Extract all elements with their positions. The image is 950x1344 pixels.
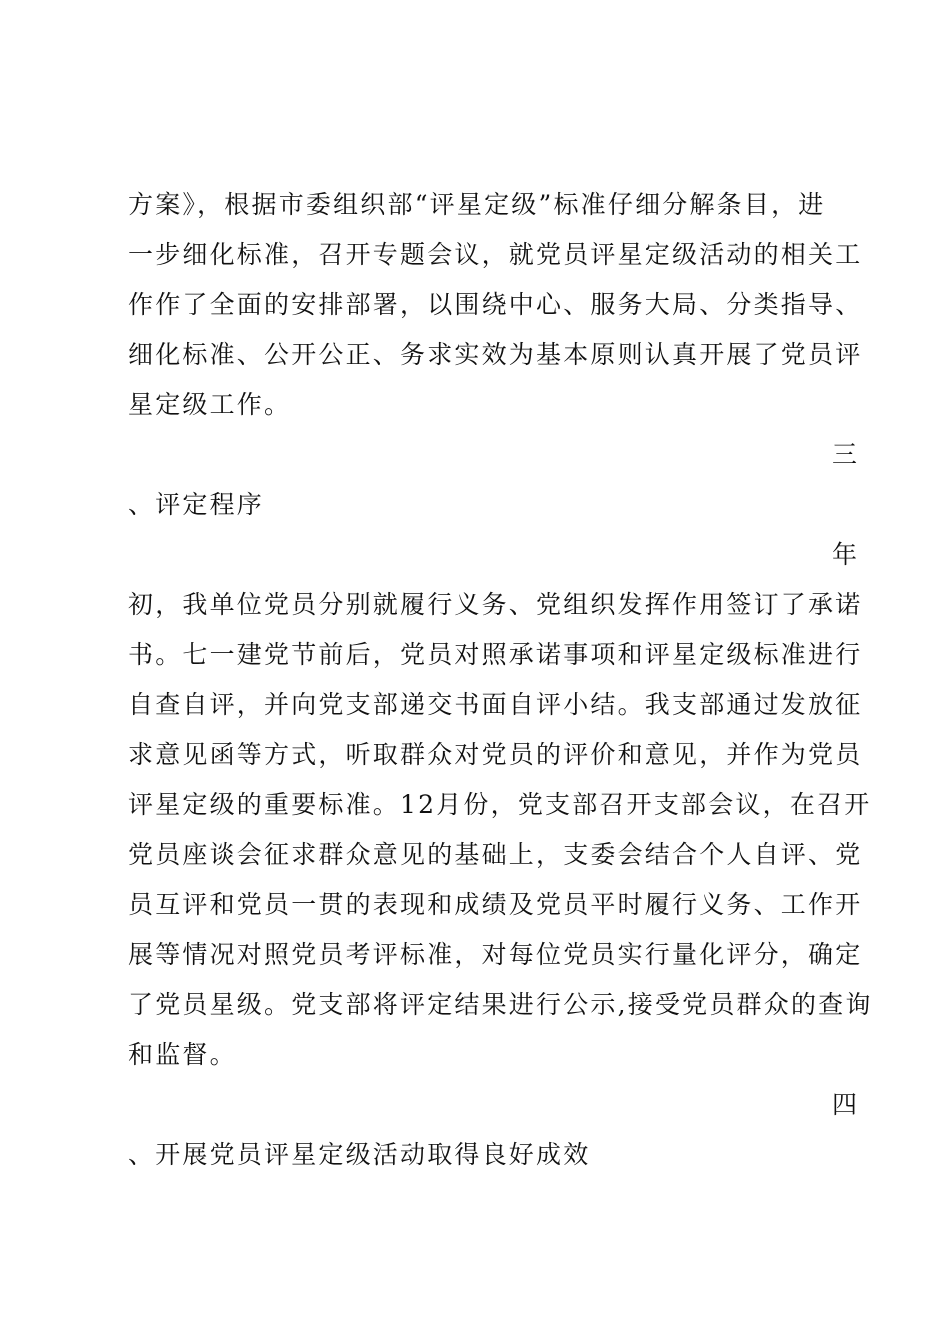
paragraph-2-line-4: 求意见函等方式，听取群众对党员的评价和意见，并作为党员 [128,740,863,769]
paragraph-1-line-2: 一步细化标准，召开专题会议，就党员评星定级活动的相关工 [128,240,863,269]
paragraph-2-line-3: 自查自评，并向党支部递交书面自评小结。我支部通过发放征 [128,690,863,719]
paragraph-2-line-8: 展等情况对照党员考评标准，对每位党员实行量化评分，确定 [128,940,863,969]
section-3-title: 、评定程序 [128,490,265,519]
paragraph-1-line-5: 星定级工作。 [128,390,292,419]
paragraph-2-line-1: 初，我单位党员分别就履行义务、党组织发挥作用签订了承诺 [128,590,863,619]
paragraph-1-line-4: 细化标准、公开公正、务求实效为基本原则认真开展了党员评 [128,340,863,369]
paragraph-2-line-6: 党员座谈会征求群众意见的基础上，支委会结合个人自评、党 [128,840,863,869]
section-3-year-char: 年 [832,540,858,569]
paragraph-2-line-9: 了党员星级。党支部将评定结果进行公示,接受党员群众的查询 [128,990,873,1019]
section-4-title: 、开展党员评星定级活动取得良好成效 [128,1140,591,1169]
paragraph-2-line-7: 员互评和党员一贯的表现和成绩及党员平时履行义务、工作开 [128,890,863,919]
section-3-number: 三 [832,440,858,469]
paragraph-2-line-2: 书。七一建党节前后，党员对照承诺事项和评星定级标准进行 [128,640,863,669]
section-4-number: 四 [832,1090,858,1119]
paragraph-1-line-3: 作作了全面的安排部署，以围绕中心、服务大局、分类指导、 [128,290,863,319]
paragraph-2-line-10: 和监督。 [128,1040,237,1069]
paragraph-1-line-1: 方案》，根据市委组织部“评星定级”标准仔细分解条目，进 [128,190,826,219]
paragraph-2-line-5: 评星定级的重要标准。12月份，党支部召开支部会议，在召开 [128,790,872,819]
